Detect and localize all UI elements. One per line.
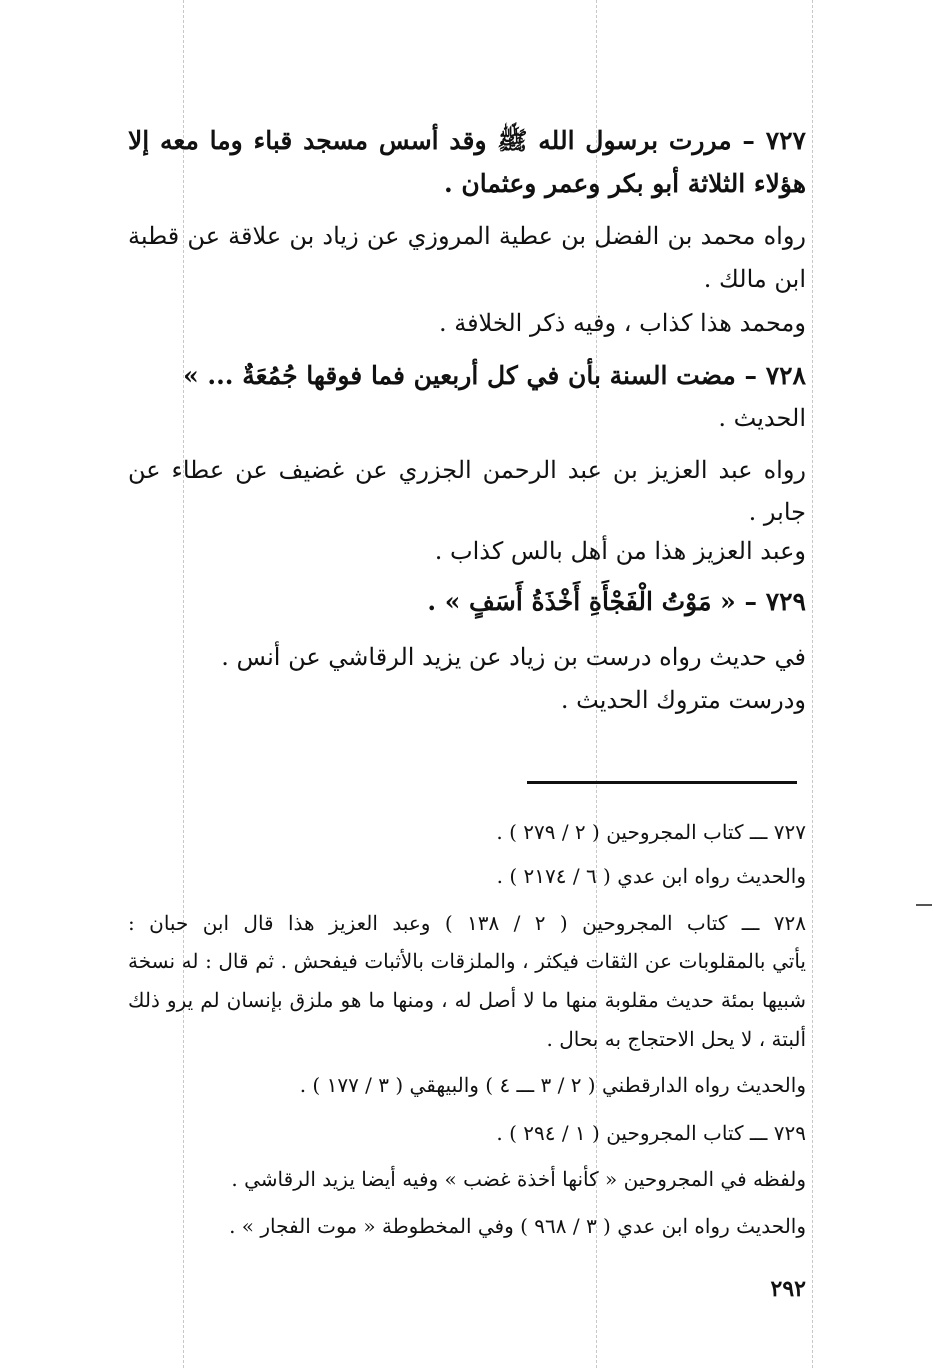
footnote-separator [527, 781, 797, 784]
narration-728-line-1: رواه عبد العزيز بن عبد الرحمن الجزري عن غضيف عن عطاء عن [128, 456, 806, 484]
hadith-727-line-1: ٧٢٧ – مررت برسول الله ﷺ وقد أسس مسجد قباء وما معه إلا [128, 126, 806, 155]
hadith-728-line-2: الحديث . [718, 404, 806, 432]
footnote-729-wording: ولفظه في المجروحين « كأنها أخذة غضب » وفيه أيضا يزيد الرقاشي . [231, 1167, 806, 1191]
hadith-728-line-1: ٧٢٨ – مضت السنة بأن في كل أربعين فما فوقها جُمُعَةٌ ... » [183, 361, 806, 390]
scan-fold-line [183, 0, 184, 1368]
footnote-727-ibn-adi: والحديث رواه ابن عدي ( ٦ / ٢١٧٤ ) . [496, 864, 806, 888]
footnote-728-line-2: يأتي بالمقلوبات عن الثقات فيكثر ، والملزقات بالأثبات فيفحش . ثم قال : له نسخة [128, 949, 806, 973]
page-number: ٢٩٢ [770, 1276, 806, 1302]
narration-728-line-2: جابر . [748, 498, 806, 526]
footnote-729-ibn-adi: والحديث رواه ابن عدي ( ٣ / ٩٦٨ ) وفي المخطوطة « موت الفجار » . [229, 1214, 806, 1238]
scan-fold-line [812, 0, 813, 1368]
hadith-729: ٧٢٩ – « مَوْتُ الْفَجْأَةِ أَخْذَةُ أَسَفٍ » . [427, 587, 806, 616]
footnote-727-source: ٧٢٧ ـــ كتاب المجروحين ( ٢ / ٢٧٩ ) . [496, 820, 806, 844]
hadith-727-line-2: هؤلاء الثلاثة أبو بكر وعمر وعثمان . [444, 169, 806, 198]
footnote-728-daraqutni: والحديث رواه الدارقطني ( ٢ / ٣ ـــ ٤ ) والبيهقي ( ٣ / ١٧٧ ) . [299, 1073, 806, 1097]
comment-729: ودرست متروك الحديث . [560, 686, 806, 714]
footnote-728-line-4: ألبتة ، لا يحل الاحتجاج به بحال . [546, 1027, 806, 1051]
footnote-729-source: ٧٢٩ ـــ كتاب المجروحين ( ١ / ٢٩٤ ) . [496, 1121, 806, 1145]
narration-727-line-1: رواه محمد بن الفضل بن عطية المروزي عن زياد بن علاقة عن قطبة [128, 222, 806, 250]
scan-edge-mark [916, 904, 932, 906]
footnote-728-line-1: ٧٢٨ ـــ كتاب المجروحين ( ٢ / ١٣٨ ) وعبد العزيز هذا قال ابن حبان : [128, 911, 807, 935]
footnote-728-line-3: شبيها بمئة حديث مقلوبة منها ما لا أصل له ، ومنها ما هو ملزق بإنسان لم يرو ذلك [128, 988, 806, 1012]
narration-727-line-2: ابن مالك . [703, 265, 806, 293]
comment-728: وعبد العزيز هذا من أهل بالس كذاب . [434, 537, 806, 565]
comment-727: ومحمد هذا كذاب ، وفيه ذكر الخلافة . [438, 309, 806, 337]
narration-729: في حديث رواه درست بن زياد عن يزيد الرقاشي عن أنس . [221, 643, 806, 671]
scan-fold-line [596, 0, 597, 1368]
